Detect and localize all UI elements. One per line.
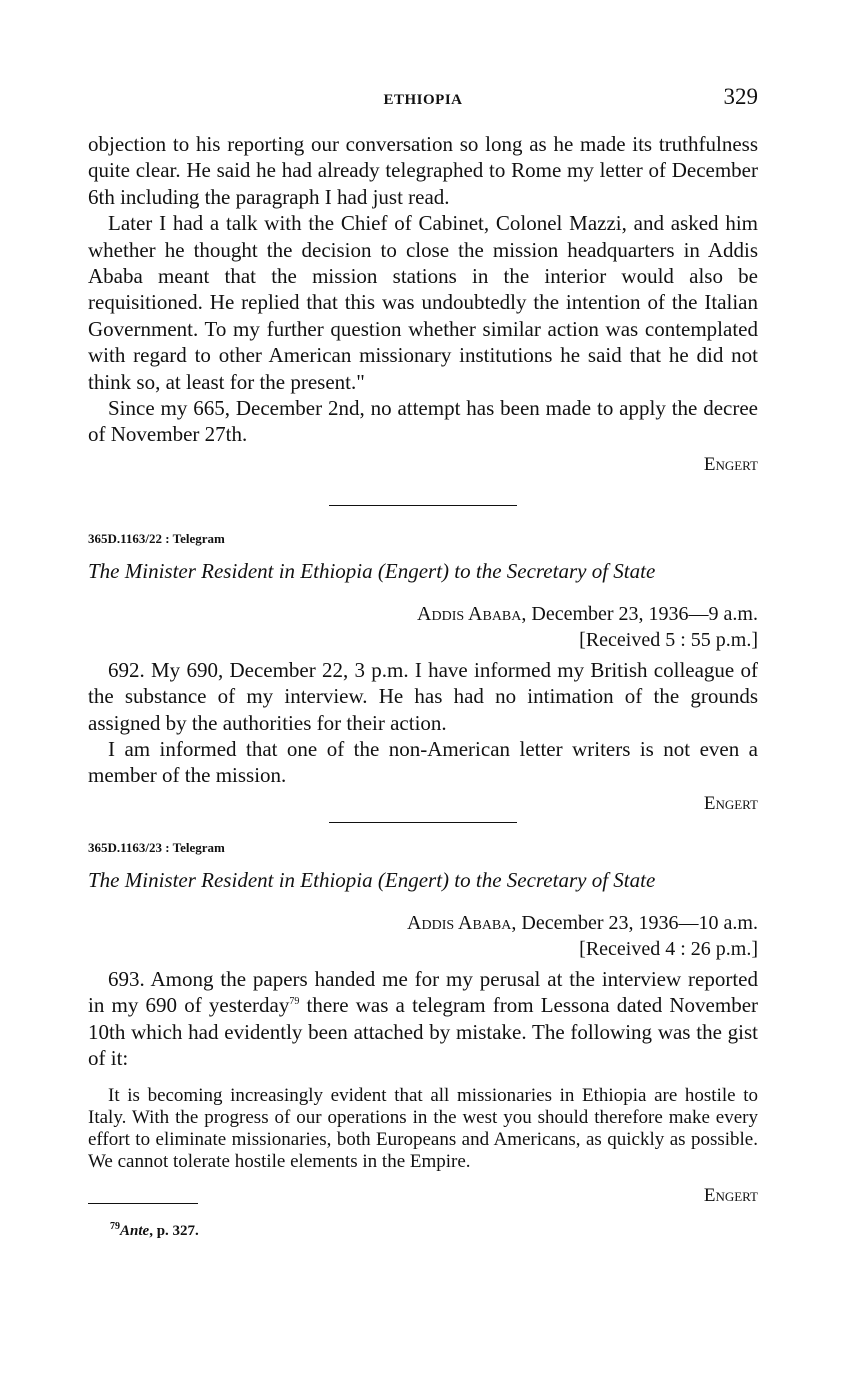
signature: Engert (703, 1185, 758, 1207)
divider-rule (329, 822, 517, 823)
paragraph: 692. My 690, December 22, 3 p.m. I have informed my British colleague of the substance of my interview. He has had no intimation of the grounds assigned by the authorities for their action. (88, 657, 758, 735)
document-reference: 365D.1163/23 : Telegram (88, 840, 225, 855)
document-title: The Minister Resident in Ethiopia (Engert) to the Secretary of State (88, 559, 656, 584)
telegram-693 (88, 835, 758, 1210)
paragraph: objection to his reporting our conversation so long as he made its truthfulness quite clear. He said he had already telegraphed to Rome my letter of December 6th including the paragraph I had just read. (88, 132, 758, 209)
paragraph: Later I had a talk with the Chief of Cabinet, Colonel Mazzi, and asked him whether he thought the decision to close the mission headquarters in Addis Ababa meant that the mission stations in the interior would also be requisitioned. He replied that this was undoubtedly the intention of the Italian Government. To my further question whether similar action was contemplated with regard to other American missionary institutions he said that he did not think so, at least for the present." (88, 211, 758, 394)
running-head: ETHIOPIA (383, 92, 463, 108)
continuation-section (88, 131, 758, 478)
telegram-692 (88, 526, 758, 817)
footnote-marker: 79 (110, 1221, 120, 1232)
document-reference: 365D.1163/22 : Telegram (88, 531, 225, 546)
divider-rule (329, 505, 517, 506)
paragraph: 693. Among the papers handed me for my perusal at the interview reported in my 690 of yesterday$^{79}$ there was a telegram from Lessona dated November 10th which had evidently been attached by mistake. The following was the gist of it: (88, 966, 759, 1071)
block-quote: It is becoming increasingly evident that all missionaries in Ethiopia are hostile to Italy. With the progress of our operations in the west you should therefore make every effort to eliminate missionaries, both Europeans and Americans, as quickly as possible. We cannot tolerate hostile elements in the Empire. (88, 1085, 758, 1173)
footnote-rule (88, 1203, 198, 1204)
section-divider (88, 505, 758, 506)
signature: Engert (703, 453, 758, 475)
footnote-reference: 79 (289, 996, 300, 1008)
section-divider (88, 822, 758, 823)
footnote: $^{79}$Ante, p. 327. (110, 1221, 199, 1239)
dateline: Addis Ababa, December 23, 1936—9 a.m. (417, 602, 758, 625)
dateline: Addis Ababa, December 23, 1936—10 a.m. (407, 911, 758, 934)
footnotes (88, 1203, 758, 1244)
received-time: [Received 5 : 55 p.m.] (579, 628, 758, 651)
signature: Engert (703, 792, 758, 814)
paragraph: I am informed that one of the non-American letter writers is not even a member of the mission. (88, 737, 758, 788)
page-number: 329 (723, 84, 758, 109)
received-time: [Received 4 : 26 p.m.] (579, 937, 758, 960)
paragraph: Since my 665, December 2nd, no attempt has been made to apply the decree of November 27th. (88, 396, 758, 447)
document-title: The Minister Resident in Ethiopia (Engert) to the Secretary of State (88, 868, 656, 893)
page-header (88, 84, 758, 114)
